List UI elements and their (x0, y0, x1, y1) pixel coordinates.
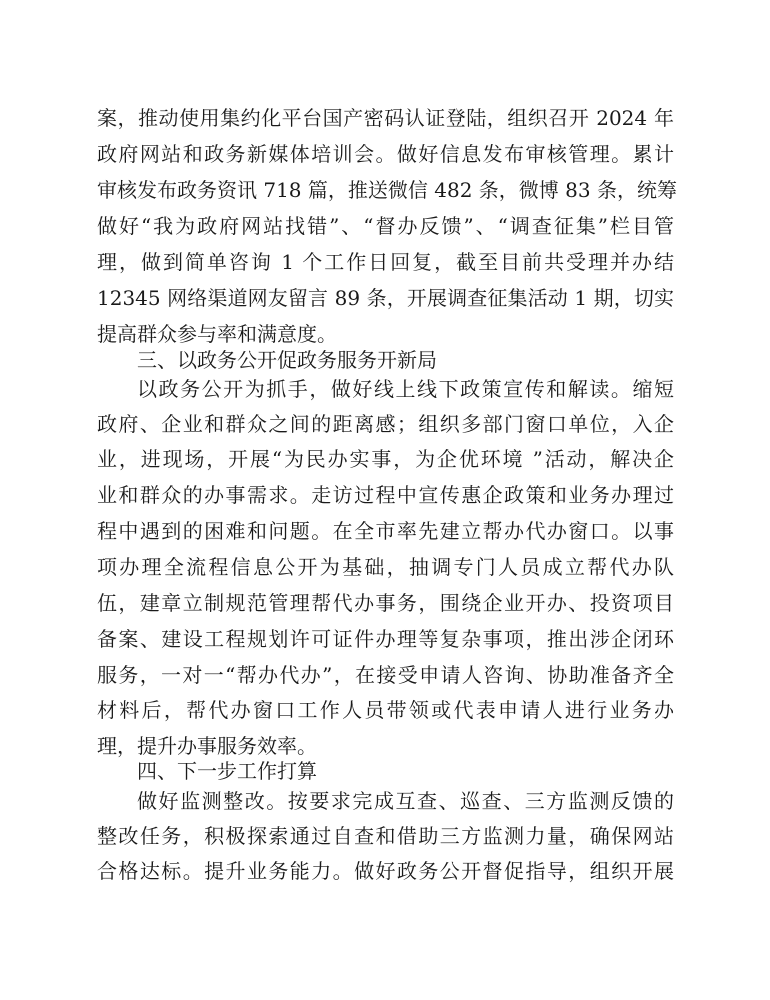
body-line: 备案、建设工程规划许可证件办理等复杂事项，推出涉企闭环 (97, 627, 674, 651)
body-line: 12345 网络渠道网友留言 89 条，开展调查征集活动 1 期，切实 (97, 286, 674, 310)
body-line: 理，提升办事服务效率。 (97, 734, 317, 758)
body-line: 合格达标。提升业务能力。做好政务公开督促指导，组织开展 (97, 859, 674, 883)
body-line: 审核发布政务资讯 718 篇，推送微信 482 条，微博 83 条，统筹 (97, 178, 677, 202)
body-line: 材料后，帮代办窗口工作人员带领或代表申请人进行业务办 (97, 698, 674, 722)
body-line: 业，进现场，开展“为民办实事，为企优环境 ”活动，解决企 (97, 447, 674, 471)
body-line: 整改任务，积极探索通过自查和借助三方监测力量，确保网站 (97, 824, 674, 848)
body-line: 理，做到简单咨询 1 个工作日回复，截至目前共受理并办结 (97, 250, 674, 274)
body-line: 做好“我为政府网站找错”、“督办反馈”、“调查征集”栏目管 (97, 214, 674, 238)
body-line: 程中遇到的困难和问题。在全市率先建立帮办代办窗口。以事 (97, 519, 674, 543)
body-line: 提高群众参与率和满意度。 (97, 322, 337, 346)
body-line: 伍，建章立制规范管理帮代办事务，围绕企业开办、投资项目 (97, 591, 674, 615)
body-line: 政府、企业和群众之间的距离感；组织多部门窗口单位，入企 (97, 412, 674, 436)
body-line: 案，推动使用集约化平台国产密码认证登陆，组织召开 2024 年 (97, 106, 674, 130)
body-line: 以政务公开为抓手，做好线上线下政策宣传和解读。缩短 (137, 377, 674, 401)
body-line: 业和群众的办事需求。走访过程中宣传惠企政策和业务办理过 (97, 483, 674, 507)
body-line: 做好监测整改。按要求完成互查、巡查、三方监测反馈的 (137, 789, 674, 813)
body-line: 服务，一对一“帮办代办”，在接受申请人咨询、协助准备齐全 (97, 663, 674, 687)
body-line: 政府网站和政务新媒体培训会。做好信息发布审核管理。累计 (97, 142, 674, 166)
section-heading: 三、以政务公开促政务服务开新局 (137, 348, 437, 372)
section-heading: 四、下一步工作打算 (137, 759, 317, 783)
body-line: 项办理全流程信息公开为基础，抽调专门人员成立帮代办队 (97, 555, 674, 579)
